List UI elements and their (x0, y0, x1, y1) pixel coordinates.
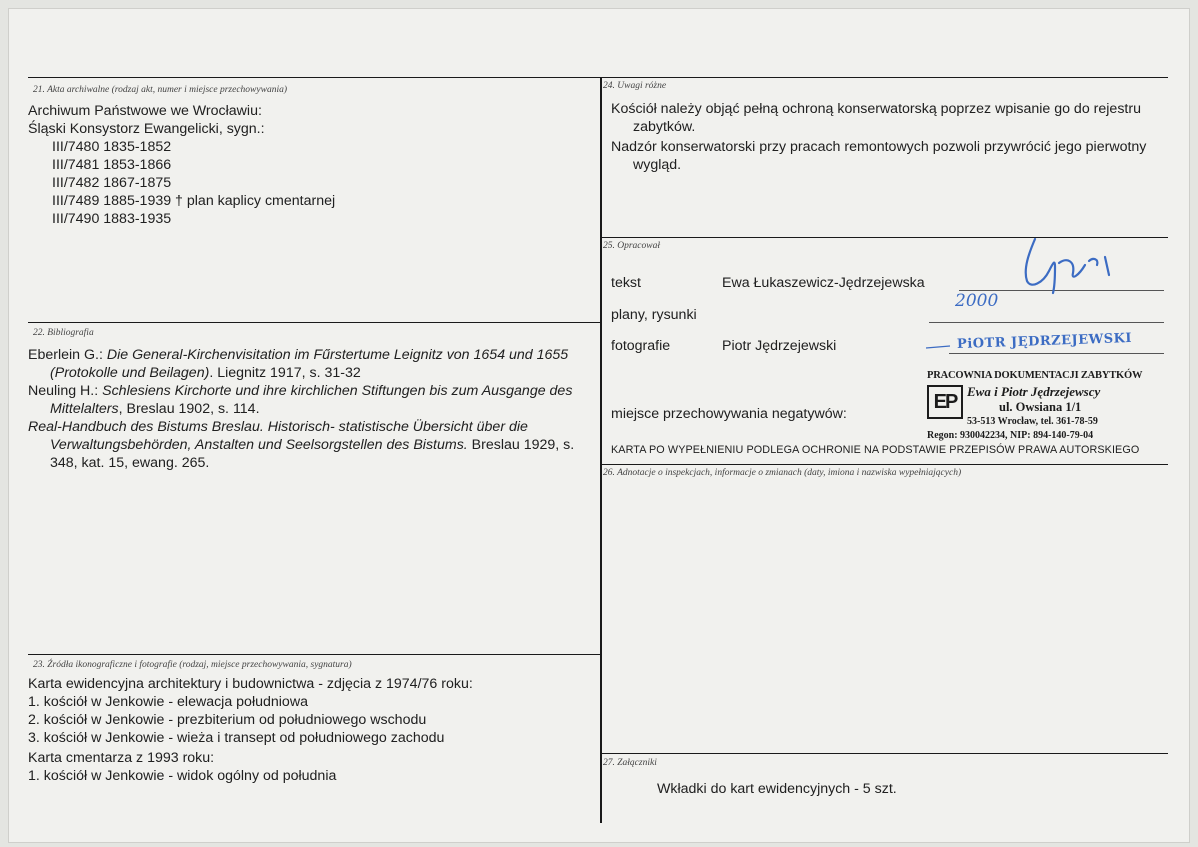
bibliography-entry-2: Neuling H.: Schlesiens Kirchorte und ihre kirchlichen Stiftungen bis zum Ausgange des Mittelalters, Breslau 1902, s. 114. (28, 383, 573, 417)
handwritten-tick (924, 339, 954, 357)
center-divider (600, 77, 602, 823)
remarks-paragraph-2: Nadzór konserwatorski przy pracach remontowych pozwoli przywrócić jego pierwotny wygląd. (611, 139, 1147, 173)
handwritten-name: PiOTR JĘDRZEJEWSKI (956, 330, 1133, 353)
negatives-location-label: miejsce przechowywania negatywów: (611, 406, 847, 422)
divider-21-22 (28, 322, 600, 323)
stamp-city-phone: 53-513 Wrocław, tel. 361-78-59 (967, 416, 1098, 427)
section-26-label: 26. Adnotacje o inspekcjach, informacje o zmianach (daty, imiona i nazwiska wypełniających) (603, 468, 962, 478)
remarks-paragraph-1: Kościół należy objąć pełną ochroną konserwatorską poprzez wpisanie go do rejestru zabytków. (611, 101, 1141, 135)
section-22-label: 22. Bibliografia (33, 328, 94, 338)
handwritten-signature (1009, 235, 1119, 295)
iconography-item: 3. kościół w Jenkowie - wieża i transept od południowego zachodu (28, 730, 445, 746)
bibliography-entry-3: Real-Handbuch des Bistums Breslau. Historisch- statistische Übersicht über die Verwaltungsbehörden, Anstalten und Seelsorgstellen des Bistums. Breslau 1929, s. 348, kat. 15, ewang. 265. (28, 419, 575, 471)
stamp-logo: EP (927, 385, 963, 419)
divider-25-26 (600, 464, 1168, 465)
archive-signature-5: III/7490 1883-1935 (52, 211, 172, 227)
stamp-street: ul. Owsiana 1/1 (999, 400, 1082, 414)
photos-value: Piotr Jędrzejewski (722, 338, 837, 354)
record-card-sheet (8, 8, 1190, 843)
section-24-label: 24. Uwagi różne (603, 81, 667, 91)
archive-consistory: Śląski Konsystorz Ewangelicki, sygn.: (28, 121, 265, 137)
stamp-owners: Ewa i Piotr Jędrzejewscy (967, 384, 1101, 399)
stamp-heading: PRACOWNIA DOKUMENTACJI ZABYTKÓW (927, 370, 1143, 381)
archive-signature-3: III/7482 1867-1875 (52, 175, 172, 191)
photos-underline (949, 353, 1164, 354)
handwritten-year: 2000 (955, 291, 999, 311)
section-27-label: 27. Załączniki (603, 758, 657, 768)
plans-underline (929, 322, 1164, 323)
iconography-header-2: Karta cmentarza z 1993 roku: (28, 750, 215, 766)
iconography-item: 1. kościół w Jenkowie - widok ogólny od południa (28, 768, 337, 784)
archive-signature-4: III/7489 1885-1939 † plan kaplicy cmentarnej (52, 193, 336, 209)
iconography-header-1: Karta ewidencyjna architektury i budownictwa - zdjęcia z 1974/76 roku: (28, 676, 473, 692)
iconography-item: 1. kościół w Jenkowie - elewacja południowa (28, 694, 308, 710)
bibliography-entry-1: Eberlein G.: Die General-Kirchenvisitation im Fűrstertume Leignitz von 1654 und 1655 (Protokolle und Beilagen). Liegnitz 1917, s. 31-32 (28, 347, 569, 381)
stamp-regon-nip: Regon: 930042234, NIP: 894-140-79-04 (927, 430, 1094, 441)
attachments-text: Wkładki do kart ewidencyjnych - 5 szt. (657, 781, 897, 797)
author-text-value: Ewa Łukaszewicz-Jędrzejewska (722, 275, 925, 291)
copyright-notice: KARTA PO WYPEŁNIENIU PODLEGA OCHRONIE NA PODSTAWIE PRZEPISÓW PRAWA AUTORSKIEGO (611, 444, 1140, 456)
divider-22-23 (28, 654, 600, 655)
photos-label: fotografie (611, 338, 671, 354)
iconography-item: 2. kościół w Jenkowie - prezbiterium od południowego wschodu (28, 712, 427, 728)
author-text-label: tekst (611, 275, 641, 291)
plans-label: plany, rysunki (611, 307, 697, 323)
section-25-label: 25. Opracował (603, 241, 660, 251)
top-border-line (28, 77, 1168, 78)
section-23-label: 23. Źródła ikonograficzne i fotografie (rodzaj, miejsce przechowywania, sygnatura) (33, 660, 352, 670)
section-21-label: 21. Akta archiwalne (rodzaj akt, numer i miejsce przechowywania) (33, 85, 287, 95)
archive-name: Archiwum Państwowe we Wrocławiu: (28, 103, 262, 119)
archive-signature-1: III/7480 1835-1852 (52, 139, 172, 155)
divider-26-27 (600, 753, 1168, 754)
archive-signature-2: III/7481 1853-1866 (52, 157, 172, 173)
